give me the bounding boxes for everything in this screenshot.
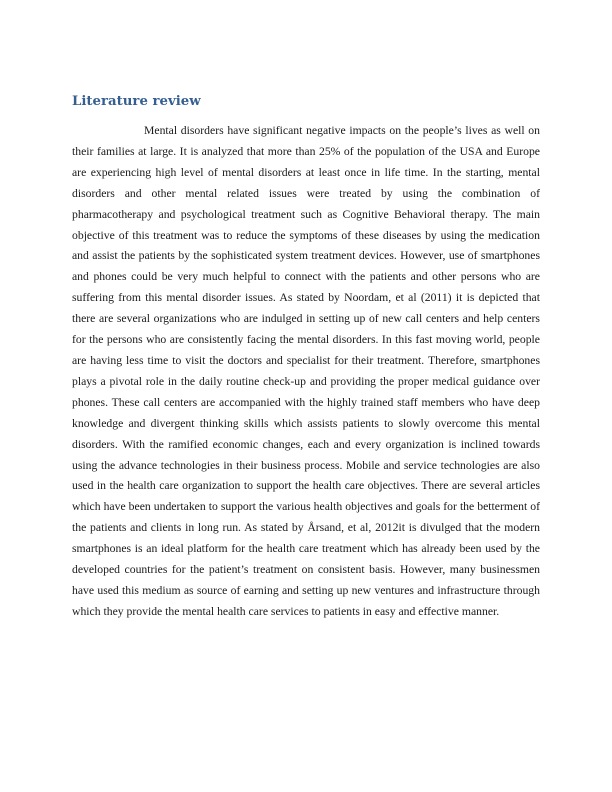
body-paragraph: Mental disorders have significant negative impacts on the people’s lives as well on their families at large. It is analyzed that more than 25% of the population of the USA and Europe are experiencing high level of mental disorders at least once in life time. In the starting, mental disorders and other mental related issues were treated by using the combination of pharmacotherapy and psychological treatment such as Cognitive Behavioral therapy. The main objective of this treatment was to reduce the symptoms of these diseases by using the medication and assist the patients by the sophisticated system treatment devices. However, use of smartphones and phones could be very much helpful to connect with the patients and other persons who are suffering from this mental disorder issues. As stated by Noordam, et al (2011) it is depicted that there are several organizations who are indulged in setting up of new call centers and help centers for the persons who are consistently facing the mental disorders. In this fast moving world, people are having less time to visit the doctors and specialist for their treatment. Therefore, smartphones plays a pivotal role in the daily routine check-up and providing the proper medical guidance over phones. These call centers are accompanied with the highly trained staff members who have deep knowledge and divergent thinking skills which assists patients to slowly overcome this mental disorders. With the ramified economic changes, each and every organization is inclined towards using the advance technologies in their business process. Mobile and service technologies are also used in the health care organization to support the health care objectives. There are several articles which have been undertaken to support the various health objectives and goals for the betterment of the patients and clients in long run. As stated by Årsand, et al, 2012it is divulged that the modern smartphones is an ideal platform for the health care treatment which has already been used by the developed countries for the patient’s treatment on consistent basis. However, many businessmen have used this medium as source of earning and setting up new ventures and infrastructure through which they provide the mental health care services to patients in easy and effective manner. bbox=[72, 124, 540, 618]
section-heading: Literature review bbox=[72, 94, 201, 109]
